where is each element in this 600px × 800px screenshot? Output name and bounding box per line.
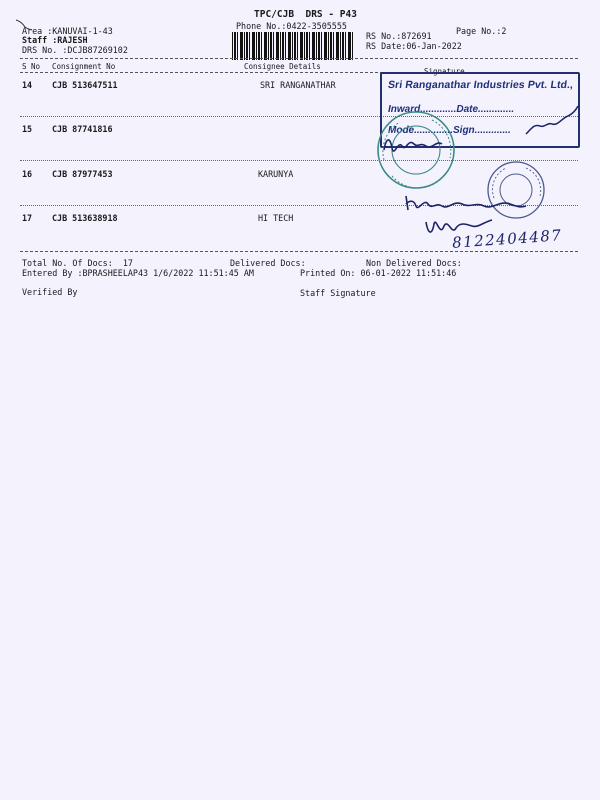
handwritten-phone: 8122404487 bbox=[451, 226, 563, 252]
row-consignee: KARUNYA bbox=[258, 169, 294, 179]
row-sno: 14 bbox=[22, 80, 33, 90]
header-divider-top bbox=[20, 58, 578, 59]
delivered-docs: Delivered Docs: bbox=[230, 258, 306, 268]
signature-row14 bbox=[380, 128, 460, 162]
drs-number: DRS No. :DCJB87269102 bbox=[22, 45, 128, 55]
stamp-inward-line: Inward.............Date............. bbox=[388, 104, 515, 115]
verified-by: Verified By bbox=[22, 287, 78, 297]
signature-sign-line bbox=[522, 104, 582, 140]
area-field: Area :KANUVAI-1-43 bbox=[22, 26, 113, 36]
non-delivered-docs: Non Delivered Docs: bbox=[366, 258, 462, 268]
stamp-company-name: Sri Ranganathar Industries Pvt. Ltd., bbox=[387, 79, 574, 91]
page-number: Page No.:2 bbox=[456, 26, 507, 36]
row-consignment: CJB 513638918 bbox=[52, 213, 118, 223]
phone-number: Phone No.:0422-3505555 bbox=[236, 21, 347, 31]
staff-signature-label: Staff Signature bbox=[300, 288, 376, 298]
row-sno: 15 bbox=[22, 124, 33, 134]
rs-date: RS Date:06-Jan-2022 bbox=[366, 41, 462, 51]
row-sno: 16 bbox=[22, 169, 33, 179]
staff-field: Staff :RAJESH bbox=[22, 35, 88, 45]
column-sno: S No bbox=[22, 62, 41, 71]
printed-on: Printed On: 06-01-2022 11:51:46 bbox=[300, 268, 457, 278]
rs-number: RS No.:872691 bbox=[366, 31, 432, 41]
row-consignment: CJB 87977453 bbox=[52, 169, 113, 179]
column-consignee: Consignee Details bbox=[244, 62, 321, 71]
column-signature: Signature bbox=[424, 67, 465, 76]
total-docs: Total No. Of Docs: 17 bbox=[22, 258, 133, 268]
entered-by: Entered By :BPRASHEELAP43 1/6/2022 11:51:45 AM bbox=[22, 268, 254, 278]
row-consignment: CJB 87741816 bbox=[52, 124, 113, 134]
row-sno: 17 bbox=[22, 213, 33, 223]
row-consignee: HI TECH bbox=[258, 213, 294, 223]
barcode bbox=[232, 32, 354, 60]
column-consignment: Consignment No bbox=[52, 62, 116, 71]
row-consignee: SRI RANGANATHAR bbox=[260, 80, 336, 90]
pen-mark-icon bbox=[14, 18, 34, 32]
stamp-mode-line: Mode..............Sign............. bbox=[388, 125, 511, 136]
document-title: TPC/CJB DRS - P43 bbox=[254, 9, 357, 20]
table-bottom-divider bbox=[20, 251, 578, 252]
row-consignment: CJB 513647511 bbox=[52, 80, 118, 90]
